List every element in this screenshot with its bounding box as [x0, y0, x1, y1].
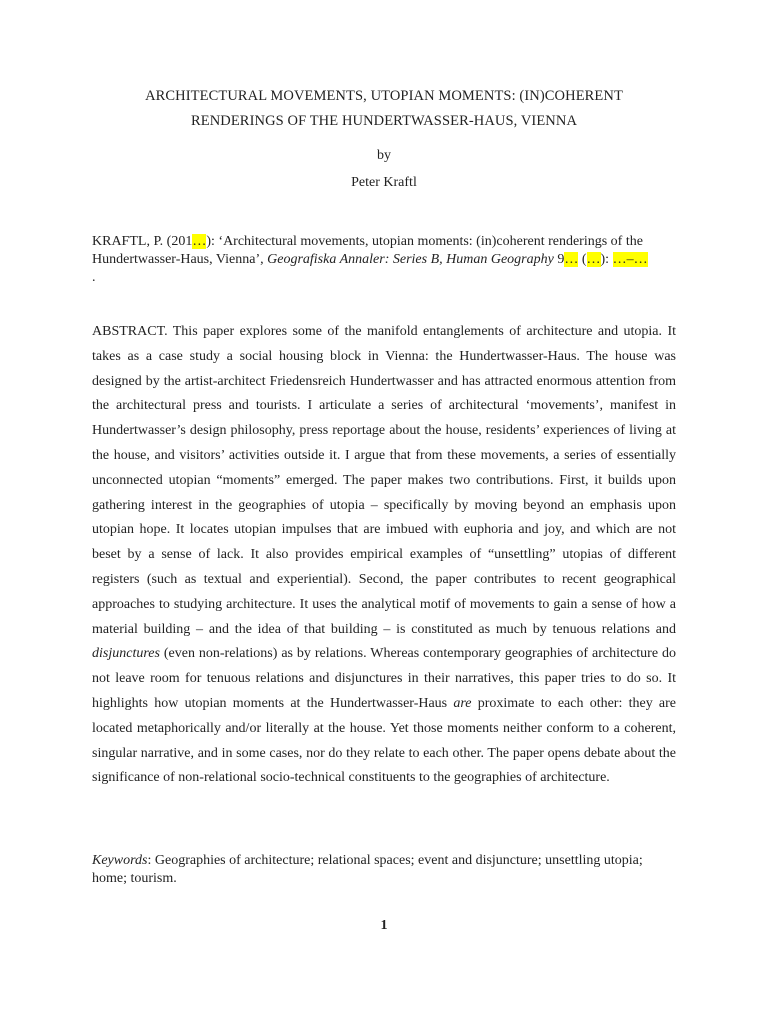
keywords-label: Keywords: [92, 853, 148, 868]
citation-prefix: KRAFTL, P. (201: [92, 234, 193, 249]
abstract-text-1: ABSTRACT. This paper explores some of the manifold entanglements of architecture and utopia. It takes as a case study a social housing block in Vienna: the Hundertwasser-Haus. The house was designed by the artist-architect Friedensreich Hundertwasser and has attracted enormous attention from the architectural press and tourists. I articulate a series of architectural ‘movements’, manifest in Hundertwasser’s design philosophy, press reportage about the house, residents’ experiences of living at the house, and visitors’ activities outside it. I argue that from these movements, a series of essentially unconnected utopian “moments” emerged. The paper makes two contributions. First, it builds upon gathering interest in the geographies of utopia – specifically by moving beyond an emphasis upon utopian hope. It locates utopian impulses that are imbued with euphoria and joy, and which are not beset by a sense of lack. It also provides empirical examples of “unsettling” utopias of different registers (such as textual and experiential). Second, the paper contributes to recent geographical approaches to studying architecture. It uses the analytical motif of movements to gain a sense of how a material building – and the idea of that building – is constituted as much by tenuous relations and: [92, 324, 676, 637]
citation: [92, 233, 678, 287]
citation-issue-placeholder: …: [586, 252, 601, 267]
citation-pages-placeholder: …–…: [612, 252, 648, 267]
citation-journal: Geografiska Annaler: Series B, Human Geography: [267, 252, 554, 267]
abstract-text-3: proximate to each other: they are located metaphorically and/or literally at the house. Yet those moments neither conform to a coherent, singular narrative, and in some cases, nor do they relate to each other. The paper opens debate about the significance of non-relational socio-technical constituents to the geographies of architecture.: [92, 695, 677, 786]
by-line: by: [377, 148, 391, 163]
keywords-colon: :: [147, 853, 155, 868]
title-line-1: ARCHITECTURAL MOVEMENTS, UTOPIAN MOMENTS: (IN)COHERENT: [145, 88, 623, 104]
abstract-emphasis-are: are: [453, 695, 472, 711]
title-line-2: RENDERINGS OF THE HUNDERTWASSER-HAUS, VIENNA: [190, 113, 578, 129]
abstract-paragraph: [92, 320, 676, 791]
citation-trailing: .: [92, 270, 96, 285]
citation-year-placeholder: …: [192, 234, 207, 249]
abstract-emphasis-disjunctures: disjunctures: [92, 646, 160, 662]
citation-issue-close: ):: [600, 252, 613, 267]
author-name: Peter Kraftl: [351, 175, 417, 190]
abstract-text-2: (even non-relations) as by relations. Whereas contemporary geographies of architecture do not leave room for tenuous relations and disjunctures in their narratives, this paper tries to do so. It highlights how utopian moments at the Hundertwasser-Haus: [92, 646, 676, 711]
citation-issue-open: (: [578, 252, 587, 267]
citation-volume: 9: [553, 252, 565, 267]
citation-volume-placeholder: …: [564, 252, 579, 267]
page-number: 1: [380, 918, 388, 933]
keywords: [92, 852, 678, 888]
paper-title: [0, 84, 768, 134]
citation-after-year: ): ‘Architectural movements, utopian moments: (in)coherent renderings of the Hundertwasser-Haus, Vienna’,: [92, 234, 643, 267]
keywords-text: Geographies of architecture; relational spaces; event and disjuncture; unsettling utopia; home; tourism.: [92, 853, 643, 886]
